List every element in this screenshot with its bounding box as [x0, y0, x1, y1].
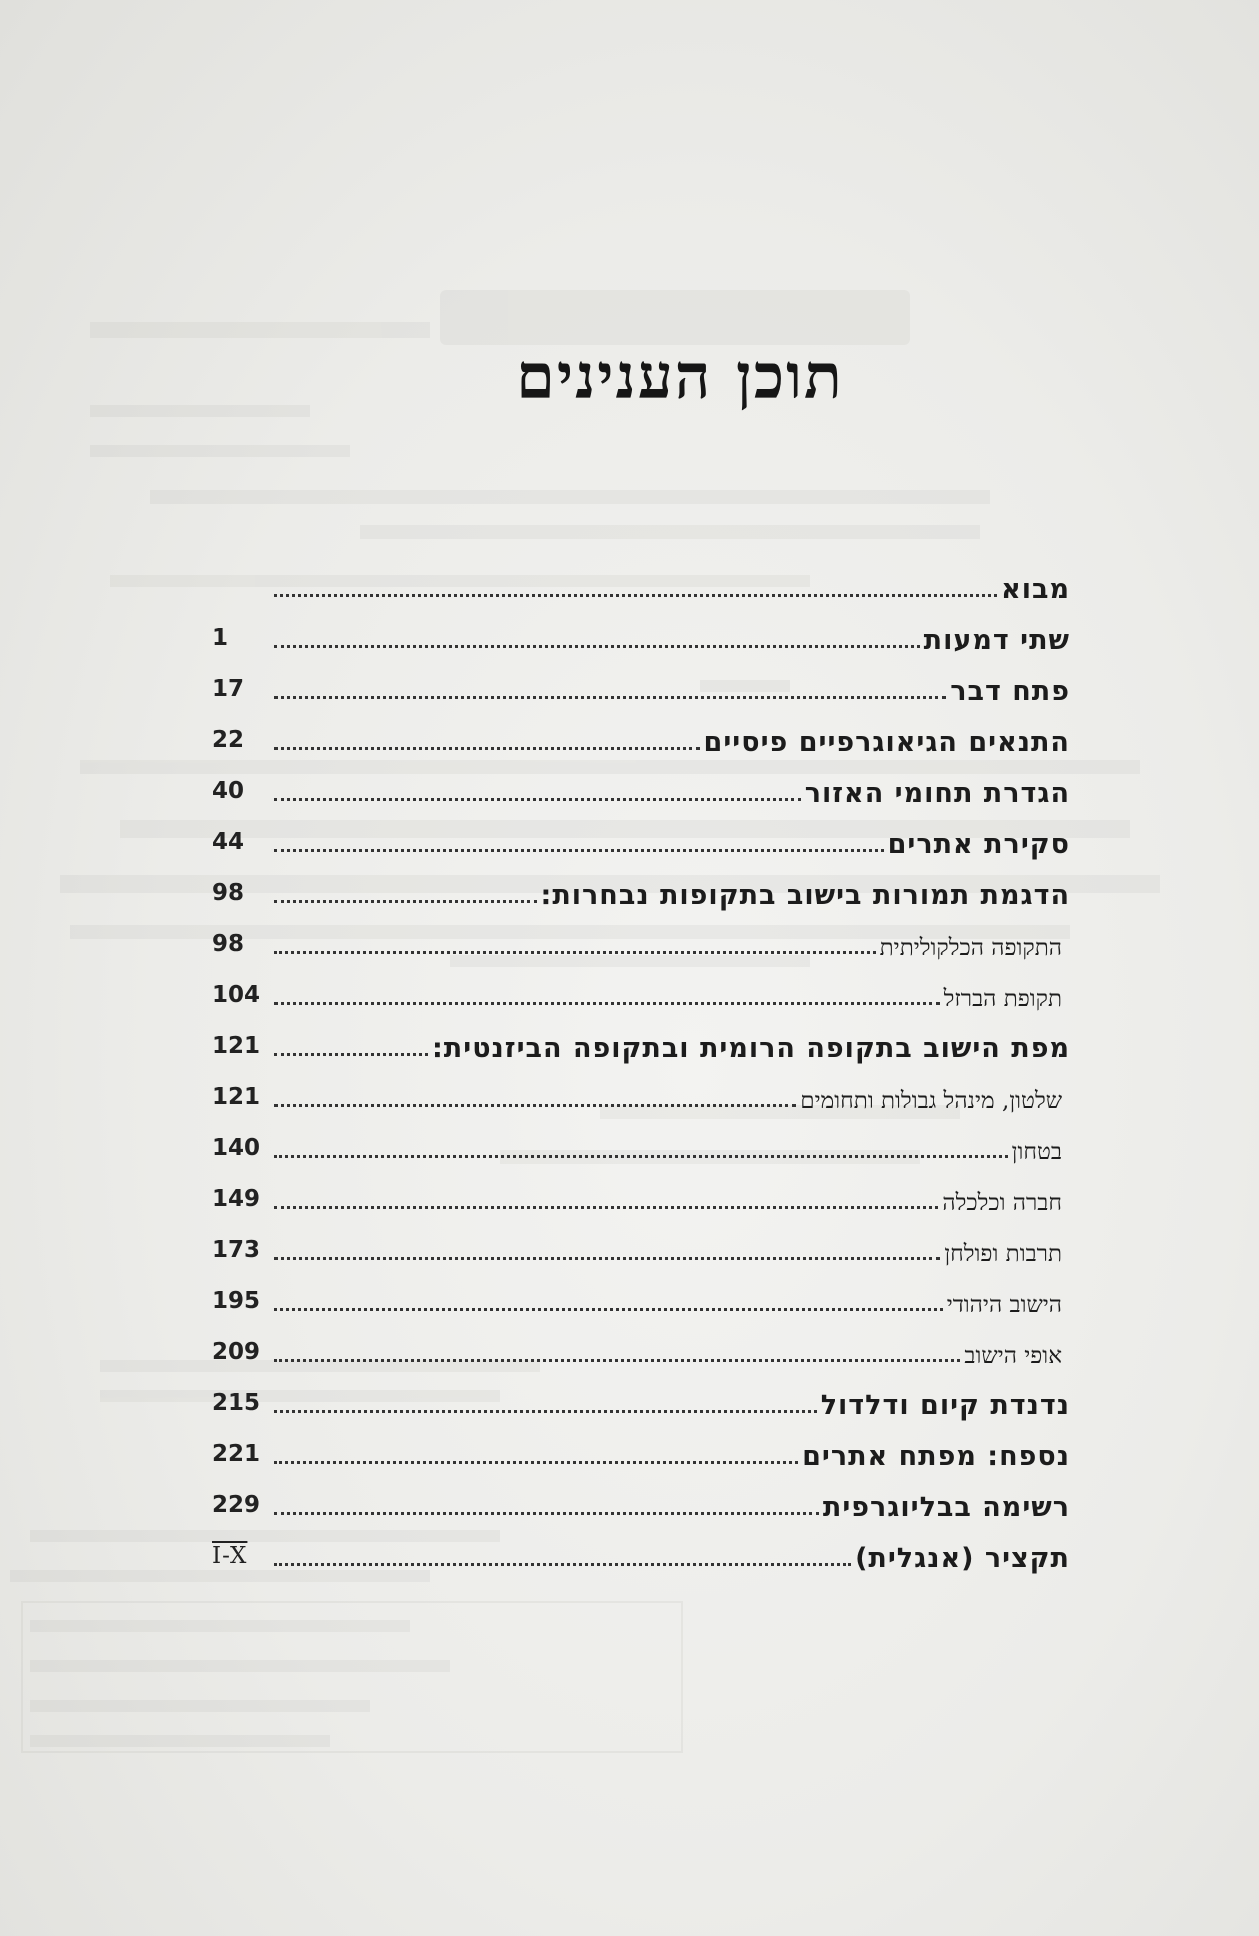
toc-entry — [212, 1119, 1070, 1170]
toc-entry-title: מפת הישוב בתקופה הרומית ובתקופה הביזנטית: — [432, 1033, 1070, 1064]
dot-leader — [274, 645, 920, 648]
toc-entry — [212, 711, 1070, 762]
toc-entry — [212, 1221, 1070, 1272]
toc-page-number: 121 — [212, 1033, 261, 1059]
toc-entry-title: פתח דבר — [950, 676, 1070, 707]
toc-entry — [212, 660, 1070, 711]
toc-entry-title: הגדרת תחומי האזור — [804, 778, 1070, 809]
toc-entry — [212, 1527, 1070, 1578]
toc-entry-title: חברה וכלכלה — [942, 1190, 1062, 1216]
dot-leader — [274, 1512, 819, 1515]
toc-page-number: 104 — [212, 982, 261, 1008]
dot-leader — [274, 1053, 428, 1056]
toc-page-number: 98 — [212, 880, 245, 906]
toc-page-number: 173 — [212, 1237, 261, 1263]
toc-entry — [212, 1374, 1070, 1425]
toc-page-number: 221 — [212, 1441, 261, 1467]
toc-page-number: 149 — [212, 1186, 261, 1212]
toc-entry-title: נספח: מפתח אתרים — [802, 1441, 1070, 1472]
toc-page-number: 40 — [212, 778, 245, 804]
toc-page-number: 98 — [212, 931, 245, 957]
dot-leader — [274, 1104, 796, 1107]
toc-entry — [212, 1170, 1070, 1221]
toc-entry — [212, 915, 1070, 966]
toc-entry — [212, 609, 1070, 660]
dot-leader — [274, 1563, 851, 1566]
dot-leader — [274, 951, 876, 954]
toc-page-number: 22 — [212, 727, 245, 753]
toc-entry-title: שלטון, מינהל גבולות ותחומים — [800, 1088, 1062, 1114]
toc-entry-title: אופי הישוב — [964, 1343, 1062, 1369]
dot-leader — [274, 1410, 817, 1413]
toc-page-number: I-X — [212, 1543, 248, 1569]
dot-leader — [274, 1461, 798, 1464]
toc-entry — [212, 864, 1070, 915]
toc-entry-title: תקציר (אנגלית) — [855, 1543, 1070, 1574]
dot-leader — [274, 1257, 940, 1260]
dot-leader — [274, 1002, 940, 1005]
toc-entry — [212, 1272, 1070, 1323]
toc-page-number: 44 — [212, 829, 245, 855]
toc-entry-title: תקופת הברזל — [943, 986, 1062, 1012]
dot-leader — [274, 1155, 1008, 1158]
toc-entry-title: התקופה הכלקוליתית — [879, 935, 1062, 961]
toc-entry-title: תרבות ופולחן — [944, 1241, 1062, 1267]
toc-entry-title: נדנדת קיום ודלדול — [820, 1390, 1070, 1421]
dot-leader — [274, 1206, 938, 1209]
toc-page-number: 215 — [212, 1390, 261, 1416]
toc-entry — [212, 558, 1070, 609]
dot-leader — [274, 1308, 943, 1311]
page-title: תוכן הענינים — [516, 340, 844, 413]
toc-entry — [212, 966, 1070, 1017]
toc-entry-title: שתי דמעות — [923, 625, 1070, 656]
toc-page-number: 209 — [212, 1339, 261, 1365]
dot-leader — [274, 798, 801, 801]
toc-entry-title: בטחון — [1011, 1139, 1062, 1165]
toc-page-number: 1 — [212, 625, 229, 651]
table-of-contents — [212, 558, 1070, 1578]
dot-leader — [274, 594, 997, 597]
toc-page-number: 121 — [212, 1084, 261, 1110]
toc-entry — [212, 1017, 1070, 1068]
dot-leader — [274, 1359, 960, 1362]
dot-leader — [274, 747, 700, 750]
toc-entry-title: התנאים הגיאוגרפיים פיסיים — [703, 727, 1070, 758]
toc-page-number: 17 — [212, 676, 245, 702]
toc-entry — [212, 1068, 1070, 1119]
dot-leader — [274, 900, 537, 903]
toc-entry — [212, 1425, 1070, 1476]
toc-entry-title: הישוב היהודי — [946, 1292, 1062, 1318]
toc-entry-title: מבוא — [1001, 574, 1070, 605]
toc-page-number: 229 — [212, 1492, 261, 1518]
dot-leader — [274, 696, 946, 699]
toc-entry — [212, 1323, 1070, 1374]
toc-page-number: 195 — [212, 1288, 261, 1314]
toc-entry-title: רשימה בבליוגרפית — [822, 1492, 1070, 1523]
toc-entry — [212, 1476, 1070, 1527]
toc-entry-title: סקירת אתרים — [887, 829, 1070, 860]
toc-entry — [212, 813, 1070, 864]
toc-entry — [212, 762, 1070, 813]
toc-entry-title: הדגמת תמורות בישוב בתקופות נבחרות: — [540, 880, 1070, 911]
dot-leader — [274, 849, 884, 852]
toc-page-number: 140 — [212, 1135, 261, 1161]
